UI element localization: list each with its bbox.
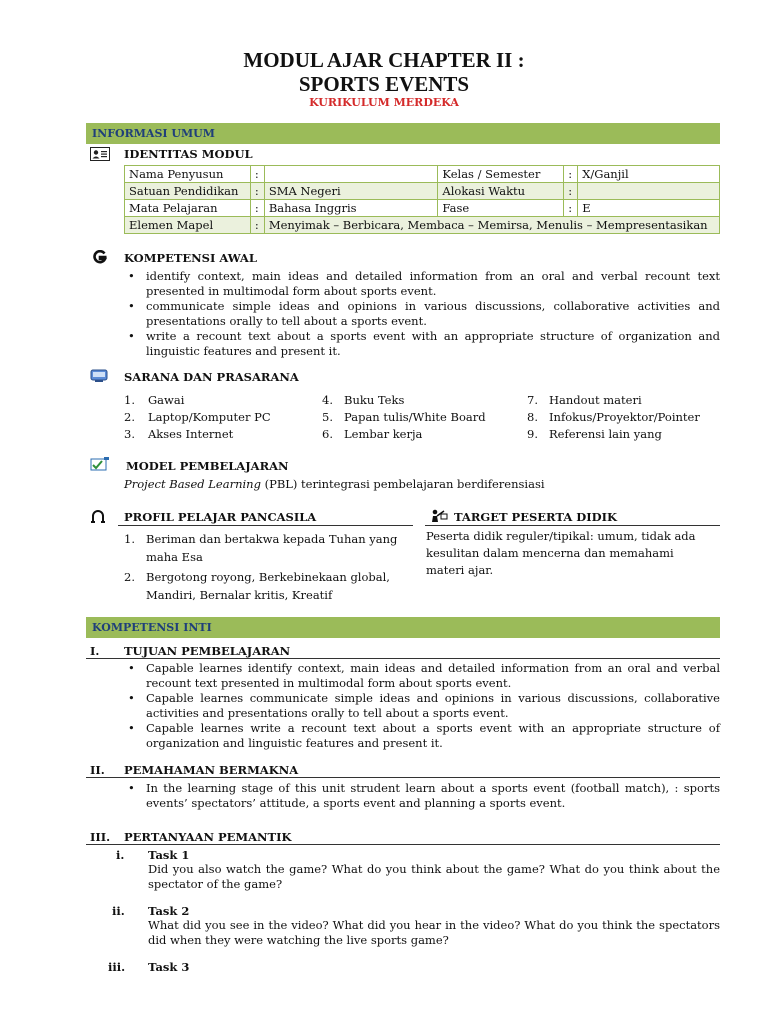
model-text: Project Based Learning (PBL) terintegrasi pembelajaran berdiferensiasi [124, 477, 545, 491]
cell-sep: : [250, 200, 264, 217]
list-item: 2. Bergotong royong, Berkebinekaan global, Mandiri, Bernalar kritis, Kreatif [124, 570, 390, 602]
task-number: i. [116, 848, 125, 862]
task-title: Task 2 [148, 904, 190, 918]
cell-label: Fase [438, 200, 564, 217]
sarana-heading: SARANA DAN PRASARANA [124, 370, 299, 384]
pancasila-icon [90, 510, 106, 524]
identitas-row [125, 166, 720, 183]
g-logo-icon [92, 250, 108, 264]
cell-sep: : [564, 183, 578, 200]
list-item: 8. Infokus/Proyektor/Pointer [527, 410, 700, 424]
target-text: Peserta didik reguler/tipikal: umum, tidak ada kesulitan dalam mencerna dan memahami materi ajar. [426, 529, 696, 577]
cell-value: X/Ganjil [578, 166, 720, 183]
identitas-table [124, 165, 720, 234]
cell-value: SMA Negeri [264, 183, 438, 200]
task-number: iii. [108, 960, 126, 974]
cell-label: Alokasi Waktu [438, 183, 564, 200]
section-band-informasi-umum: INFORMASI UMUM [86, 123, 720, 144]
cell-sep: : [250, 166, 264, 183]
list-item: 2. Laptop/Komputer PC [124, 410, 271, 424]
list-item: • write a recount text about a sports event with an appropriate structure of organization and linguistic features and present it. [124, 329, 720, 359]
task-text: What did you see in the video? What did you hear in the video? What do you think the spectators did when they were watching the live sports game? [148, 918, 720, 947]
cell-value: Menyimak – Berbicara, Membaca – Memirsa, Menulis – Mempresentasikan [264, 217, 719, 234]
task-title: Task 3 [148, 960, 190, 974]
list-item: • Capable learnes identify context, main ideas and detailed information from an oral and verbal recount text presented in multimodal form about sports event. [124, 661, 720, 691]
list-item: • In the learning stage of this unit strudent learn about a sports event (football match), : sports events’ spectators’ attitude, a sports event and planning a sports event. [124, 781, 720, 811]
sarana-col-1 [124, 392, 314, 443]
pertanyaan-divider [86, 844, 720, 845]
sarana-col-2 [322, 392, 522, 443]
task-text: Did you also watch the game? What do you think about the game? What do you think about the spectator of the game? [148, 862, 720, 891]
list-item: • communicate simple ideas and opinions in various discussions, collaborative activities and presentations orally to tell about a sports event. [124, 299, 720, 329]
cell-label: Nama Penyusun [125, 166, 251, 183]
tujuan-heading: TUJUAN PEMBELAJARAN [124, 644, 291, 658]
list-item: • identify context, main ideas and detailed information from an oral and verbal recount text presented in multimodal form about sports event. [124, 269, 720, 299]
target-heading: TARGET PESERTA DIDIK [454, 510, 617, 524]
list-item: 1. Gawai [124, 393, 185, 407]
cell-label: Mata Pelajaran [125, 200, 251, 217]
section-number: I. [90, 644, 100, 658]
list-item: 9. Referensi lain yang [527, 427, 662, 441]
identitas-row [125, 200, 720, 217]
cell-value: E [578, 200, 720, 217]
cell-value: Bahasa Inggris [264, 200, 438, 217]
cell-value [578, 183, 720, 200]
section-number: III. [90, 830, 111, 844]
sarana-col-3 [527, 392, 720, 443]
cell-label: Kelas / Semester [438, 166, 564, 183]
cell-label: Satuan Pendidikan [125, 183, 251, 200]
tujuan-list [124, 661, 720, 751]
list-item: • Capable learnes write a recount text about a sports event with an appropriate structure of organization and linguistic features and present it. [124, 721, 720, 751]
id-card-icon [90, 147, 110, 161]
section-number: II. [90, 763, 105, 777]
profil-divider [118, 525, 413, 526]
profil-heading: PROFIL PELAJAR PANCASILA [124, 510, 317, 524]
pemahaman-divider [86, 777, 720, 778]
list-item: 4. Buku Teks [322, 393, 405, 407]
cell-label: Elemen Mapel [125, 217, 251, 234]
task-number: ii. [112, 904, 125, 918]
cell-sep: : [250, 217, 264, 234]
list-item: 3. Akses Internet [124, 427, 234, 441]
cell-sep: : [564, 166, 578, 183]
list-item: 6. Lembar kerja [322, 427, 423, 441]
task-title: Task 1 [148, 848, 190, 862]
cell-sep: : [564, 200, 578, 217]
model-heading: MODEL PEMBELAJARAN [126, 459, 289, 473]
tujuan-divider [86, 658, 720, 659]
list-item: • Capable learnes communicate simple ideas and opinions in various discussions, collaborative activities and presentations orally to tell about a sports event. [124, 691, 720, 721]
cell-value [264, 166, 438, 183]
facilities-icon [90, 369, 108, 383]
kompetensi-awal-list [124, 269, 720, 359]
target-divider [425, 525, 720, 526]
list-item: 7. Handout materi [527, 393, 642, 407]
list-item: 5. Papan tulis/White Board [322, 410, 486, 424]
checklist-icon [90, 457, 110, 471]
subtitle: KURIKULUM MERDEKA [309, 96, 459, 109]
cell-sep: : [250, 183, 264, 200]
pemahaman-heading: PEMAHAMAN BERMAKNA [124, 763, 299, 777]
section-band-kompetensi-inti: KOMPETENSI INTI [86, 617, 720, 638]
kompetensi-awal-heading: KOMPETENSI AWAL [124, 251, 257, 265]
profil-list [124, 530, 414, 604]
identitas-modul-heading: IDENTITAS MODUL [124, 147, 253, 161]
pemahaman-list [124, 781, 720, 811]
identitas-row [125, 183, 720, 200]
title-line-2: SPORTS EVENTS [298, 72, 470, 96]
identitas-row-elemen [125, 217, 720, 234]
title-line-1: MODUL AJAR CHAPTER II : [243, 48, 525, 72]
list-item: 1. Beriman dan bertakwa kepada Tuhan yang maha Esa [124, 532, 398, 564]
pertanyaan-heading: PERTANYAAN PEMANTIK [124, 830, 292, 844]
teacher-icon [430, 509, 448, 523]
